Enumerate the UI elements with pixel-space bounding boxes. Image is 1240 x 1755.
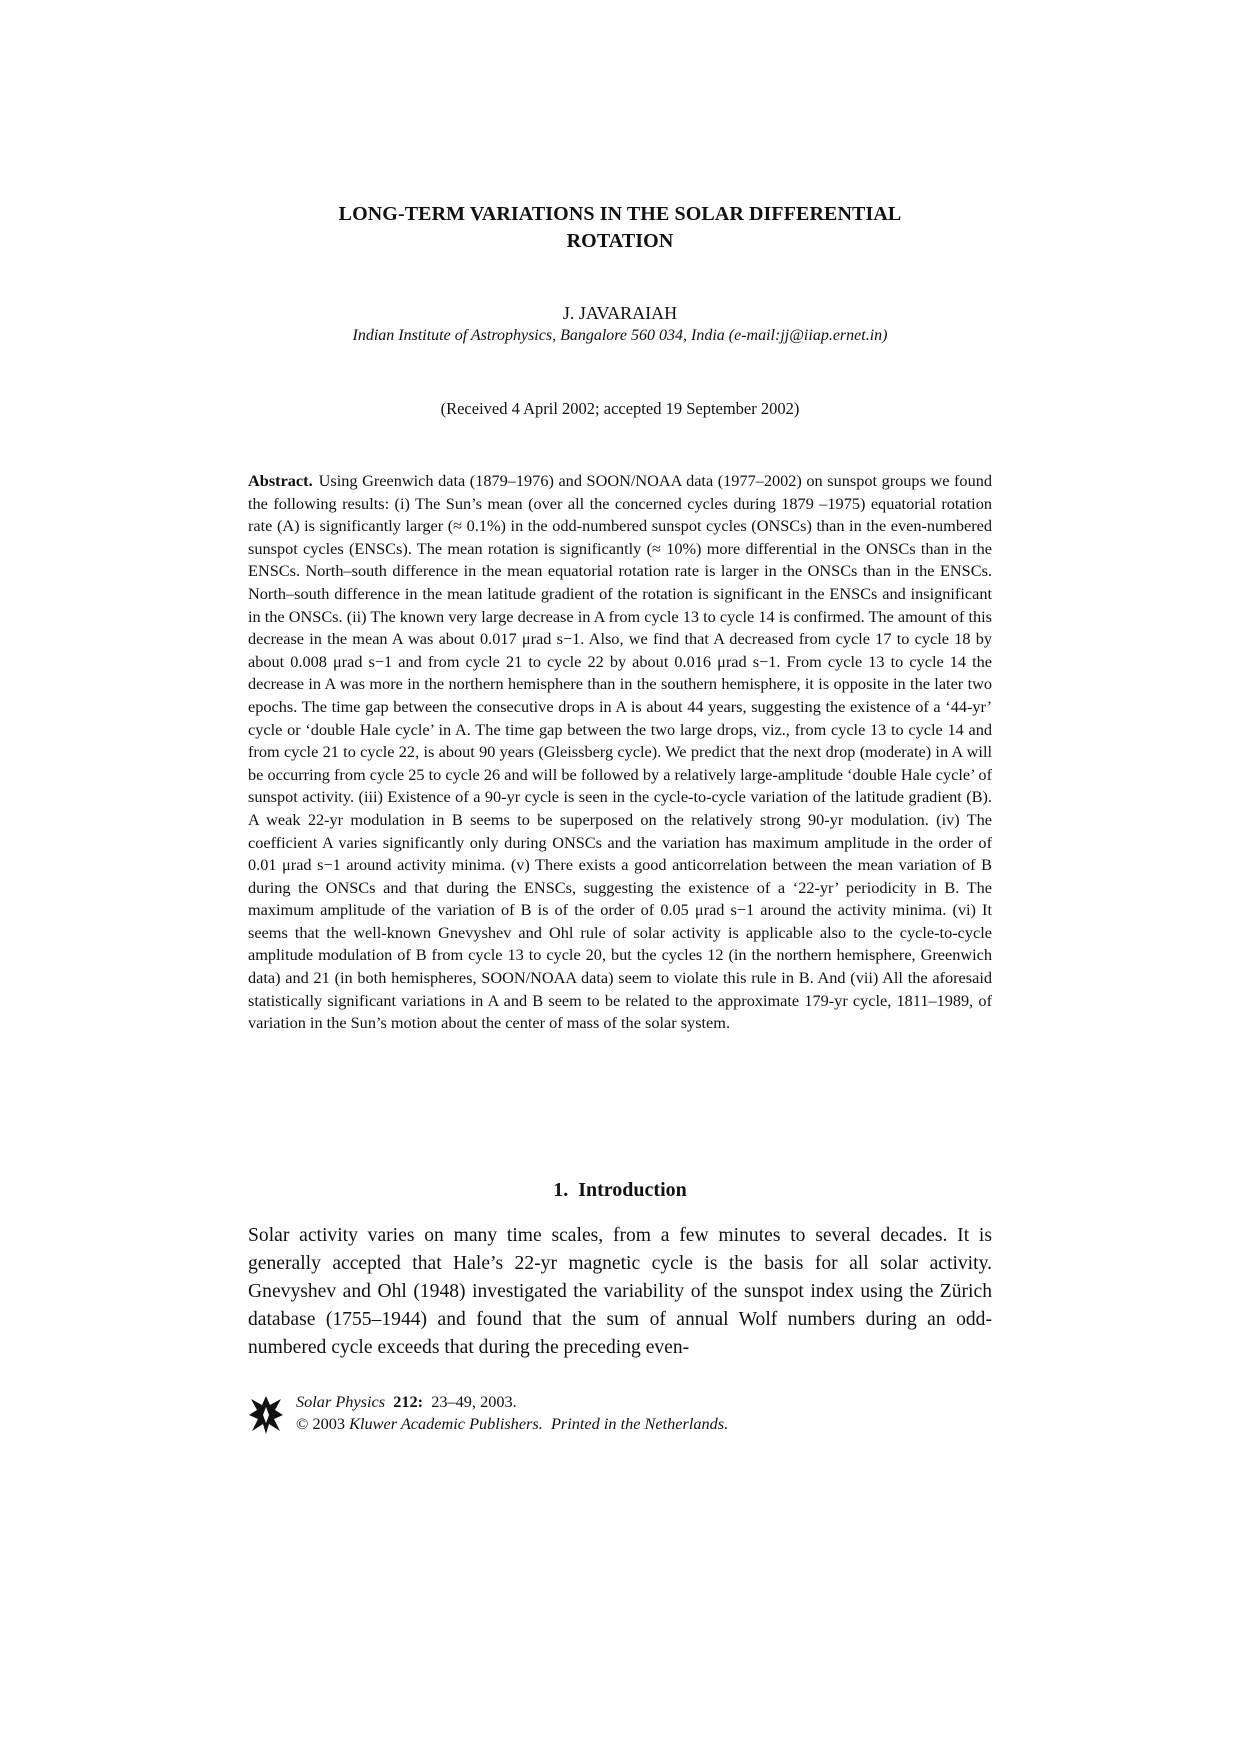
publisher-name: Kluwer Academic Publishers. [349, 1414, 543, 1433]
journal-volume: 212: [393, 1392, 424, 1411]
abstract-text: Using Greenwich data (1879–1976) and SOON/NOAA data (1977–2002) on sunspot groups we found the following results: (i) The Sun’s mean (over all the concerned cycles during 1879 –1975) equatorial rotation rate (A) is significantly larger (≈ 0.1%) in the odd-numbered sunspot cycles (ONSCs) than in the even-numbered sunspot cycles (ENSCs). The mean rotation is significantly (≈ 10%) more differential in the ONSCs than in the ENSCs. North–south difference in the mean equatorial rotation rate is larger in the ONSCs than in the ENSCs. North–south difference in the mean latitude gradient of the rotation is significant in the ENSCs and insignificant in the ONSCs. (ii) The known very large decrease in A from cycle 13 to cycle 14 is confirmed. The amount of this decrease in the mean A was about 0.017 μrad s−1. Also, we find that A decreased from cycle 17 to cycle 18 by about 0.008 μrad s−1 and from cycle 21 to cycle 22 by about 0.016 μrad s−1. From cycle 13 to cycle 14 the decrease in A was more in the northern hemisphere than in the southern hemisphere, it is opposite in the later two epochs. The time gap between the consecutive drops in A is about 44 years, suggesting the existence of a ‘44-yr’ cycle or ‘double Hale cycle’ in A. The time gap between the two large drops, viz., from cycle 13 to cycle 14 and from cycle 21 to cycle 22, is about 90 years (Gleissberg cycle). We predict that the next drop (moderate) in A will be occurring from cycle 25 to cycle 26 and will be followed by a relatively large-amplitude ‘double Hale cycle’ of sunspot activity. (iii) Existence of a 90-yr cycle is seen in the cycle-to-cycle variation of the latitude gradient (B). A weak 22-yr modulation in B seems to be superposed on the relatively strong 90-yr modulation. (iv) The coefficient A varies significantly only during ONSCs and the variation has maximum amplitude in the order of 0.01 μrad s−1 around activity minima. (v) There exists a good anticorrelation between the mean variation of B during the ONSCs and that during the ENSCs, suggesting the existence of a ‘22-yr’ periodicity in B. The maximum amplitude of the variation of B is of the order of 0.05 μrad s−1 around the activity minima. (vi) It seems that the well-known Gnevyshev and Ohl rule of solar activity is applicable also to the cycle-to-cycle amplitude modulation of B from cycle 13 to cycle 20, but the cycles 12 (in the northern hemisphere, Greenwich data) and 21 (in both hemispheres, SOON/NOAA data) seem to violate this rule in B. And (vii) All the aforesaid statistically significant variations in A and B seem to be related to the approximate 179-yr cycle, 1811–1989, of variation in the Sun’s motion about the center of mass of the solar system. [248, 471, 992, 1033]
received-dates: (Received 4 April 2002; accepted 19 September 2002) [440, 399, 800, 418]
abstract-label: Abstract. [248, 471, 313, 490]
journal-pages-year: 23–49, 2003. [431, 1392, 517, 1411]
section-heading [248, 1177, 992, 1203]
kluwer-logo-icon [248, 1395, 284, 1435]
journal-citation [296, 1391, 517, 1413]
title-line-1: LONG-TERM VARIATIONS IN THE SOLAR DIFFERENTIAL [338, 203, 902, 225]
copyright-notice: © 2003 [296, 1414, 346, 1433]
author-name: J. JAVARAIAH [562, 303, 678, 323]
intro-paragraph: Solar activity varies on many time scales, from a few minutes to several decades. It is generally accepted that Hale’s 22-yr magnetic cycle is the basis for all solar activity. Gnevyshev and Ohl (1948) investigated the variability of the sunspot index using the Zürich database (1755–1944) and found that the sum of annual Wolf numbers during an odd-numbered cycle exceeds that during the preceding even- [248, 1225, 992, 1358]
printed-in: Printed in the Netherlands. [550, 1414, 729, 1433]
abstract [248, 470, 992, 1035]
author-affiliation: Indian Institute of Astrophysics, Bangalore 560 034, India (e-mail:jj@iiap.ernet.in) [352, 327, 888, 344]
journal-footer [248, 1391, 992, 1441]
title-line-2: ROTATION [566, 230, 674, 252]
section-number: 1. [553, 1179, 569, 1201]
journal-name: Solar Physics [296, 1392, 386, 1411]
paper-title [248, 201, 992, 255]
section-title: Introduction [578, 1179, 687, 1201]
copyright-line [296, 1413, 728, 1435]
